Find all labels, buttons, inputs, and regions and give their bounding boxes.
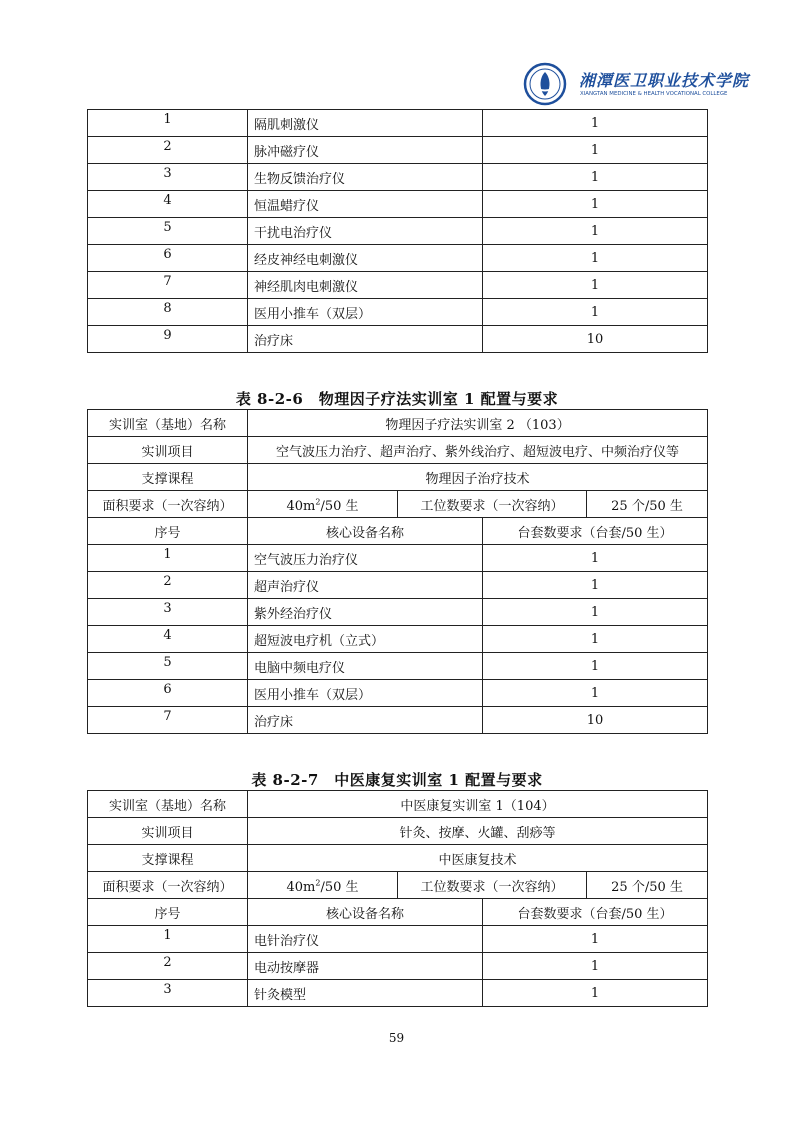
table-row (88, 680, 708, 707)
equipment-name: 治疗床 (248, 326, 483, 353)
equipment-qty: 10 (483, 326, 708, 353)
row-number: 5 (88, 218, 248, 245)
school-emblem-icon (523, 62, 567, 106)
col-header-qty: 台套数要求（台套/50 生） (483, 899, 708, 926)
equipment-qty: 1 (483, 245, 708, 272)
col-header-name: 核心设备名称 (248, 899, 483, 926)
col-header-no: 序号 (88, 518, 248, 545)
equipment-name: 生物反馈治疗仪 (248, 164, 483, 191)
equipment-name: 针灸模型 (248, 980, 483, 1007)
row-number: 5 (88, 653, 248, 680)
equipment-name: 医用小推车（双层） (248, 299, 483, 326)
room-label: 实训室（基地）名称 (88, 410, 248, 437)
row-number: 1 (88, 110, 248, 137)
table-row (88, 410, 708, 437)
area-label: 面积要求（一次容纳） (88, 491, 248, 518)
equipment-name: 电针治疗仪 (248, 926, 483, 953)
equipment-name: 超声治疗仪 (248, 572, 483, 599)
page-number: 59 (388, 1031, 405, 1045)
project-label: 实训项目 (88, 437, 248, 464)
row-number: 3 (88, 164, 248, 191)
table-row (88, 980, 708, 1007)
course-label: 支撑课程 (88, 845, 248, 872)
table-row (88, 191, 708, 218)
table-row (88, 653, 708, 680)
equipment-qty: 10 (483, 707, 708, 734)
school-logo (523, 62, 750, 106)
table-row (88, 626, 708, 653)
table-row (88, 491, 708, 518)
equipment-qty: 1 (483, 980, 708, 1007)
row-number: 1 (88, 926, 248, 953)
table-row (88, 272, 708, 299)
row-number: 8 (88, 299, 248, 326)
equipment-qty: 1 (483, 953, 708, 980)
equipment-qty: 1 (483, 626, 708, 653)
table-row (88, 326, 708, 353)
equipment-qty: 1 (483, 137, 708, 164)
school-name-en: XIANGTAN MEDICINE & HEALTH VOCATIONAL COLLEGE (580, 91, 728, 97)
row-number: 7 (88, 707, 248, 734)
table-row (88, 437, 708, 464)
equipment-name: 恒温蜡疗仪 (248, 191, 483, 218)
row-number: 4 (88, 191, 248, 218)
table-row (88, 245, 708, 272)
room-label: 实训室（基地）名称 (88, 791, 248, 818)
area-value: $40m^2/50$ 生 (248, 872, 398, 899)
table-row (88, 872, 708, 899)
equipment-name: 隔肌刺激仪 (248, 110, 483, 137)
table-row (88, 545, 708, 572)
table-row (88, 164, 708, 191)
area-value: $40m^2/50$ 生 (248, 491, 398, 518)
table-header-row (88, 899, 708, 926)
row-number: 3 (88, 599, 248, 626)
course-label: 支撑课程 (88, 464, 248, 491)
equipment-name: 医用小推车（双层） (248, 680, 483, 707)
equipment-qty: 1 (483, 218, 708, 245)
equipment-name: 空气波压力治疗仪 (248, 545, 483, 572)
row-number: 9 (88, 326, 248, 353)
equipment-name: 超短波电疗机（立式） (248, 626, 483, 653)
equipment-name: 紫外经治疗仪 (248, 599, 483, 626)
equipment-qty: 1 (483, 110, 708, 137)
equipment-qty: 1 (483, 599, 708, 626)
table-row (88, 572, 708, 599)
row-number: 4 (88, 626, 248, 653)
project-value: 空气波压力治疗、超声治疗、紫外线治疗、超短波电疗、中频治疗仪等 (248, 437, 708, 464)
row-number: 7 (88, 272, 248, 299)
col-header-qty: 台套数要求（台套/50 生） (483, 518, 708, 545)
equipment-name: 电脑中频电疗仪 (248, 653, 483, 680)
table-row (88, 599, 708, 626)
table-row (88, 926, 708, 953)
table-row (88, 707, 708, 734)
table-row (88, 110, 708, 137)
equipment-name: 神经肌肉电刺激仪 (248, 272, 483, 299)
station-label: 工位数要求（一次容纳） (398, 872, 587, 899)
row-number: 1 (88, 545, 248, 572)
room-value: 中医康复实训室 1（104） (248, 791, 708, 818)
equipment-name: 脉冲磁疗仪 (248, 137, 483, 164)
equipment-qty: 1 (483, 545, 708, 572)
project-value: 针灸、按摩、火罐、刮痧等 (248, 818, 708, 845)
col-header-name: 核心设备名称 (248, 518, 483, 545)
room-value: 物理因子疗法实训室 2 （103） (248, 410, 708, 437)
row-number: 6 (88, 245, 248, 272)
equipment-name: 干扰电治疗仪 (248, 218, 483, 245)
row-number: 2 (88, 953, 248, 980)
table-caption-8-2-7: 表 8-2-7 中医康复实训室 1 配置与要求 (251, 771, 543, 789)
equipment-qty: 1 (483, 653, 708, 680)
equipment-qty: 1 (483, 572, 708, 599)
table-row (88, 845, 708, 872)
col-header-no: 序号 (88, 899, 248, 926)
table-header-row (88, 518, 708, 545)
equipment-table-8-2-6 (87, 409, 708, 734)
equipment-qty: 1 (483, 299, 708, 326)
course-value: 物理因子治疗技术 (248, 464, 708, 491)
school-name: 湘潭医卫职业技术学院 (579, 71, 750, 90)
table-caption-8-2-6: 表 8-2-6 物理因子疗法实训室 1 配置与要求 (235, 390, 559, 408)
table-row (88, 137, 708, 164)
row-number: 2 (88, 137, 248, 164)
table-row (88, 953, 708, 980)
equipment-qty: 1 (483, 680, 708, 707)
table-row (88, 218, 708, 245)
project-label: 实训项目 (88, 818, 248, 845)
table-row (88, 299, 708, 326)
equipment-qty: 1 (483, 191, 708, 218)
equipment-name: 治疗床 (248, 707, 483, 734)
table-row (88, 818, 708, 845)
equipment-qty: 1 (483, 164, 708, 191)
station-value: 25 个/50 生 (587, 872, 708, 899)
station-label: 工位数要求（一次容纳） (398, 491, 587, 518)
equipment-table-8-2-7 (87, 790, 708, 1007)
table-row (88, 464, 708, 491)
row-number: 2 (88, 572, 248, 599)
table-row (88, 791, 708, 818)
course-value: 中医康复技术 (248, 845, 708, 872)
equipment-table-continued (87, 109, 708, 353)
area-label: 面积要求（一次容纳） (88, 872, 248, 899)
station-value: 25 个/50 生 (587, 491, 708, 518)
equipment-name: 经皮神经电刺激仪 (248, 245, 483, 272)
row-number: 3 (88, 980, 248, 1007)
equipment-qty: 1 (483, 272, 708, 299)
row-number: 6 (88, 680, 248, 707)
equipment-qty: 1 (483, 926, 708, 953)
equipment-name: 电动按摩器 (248, 953, 483, 980)
